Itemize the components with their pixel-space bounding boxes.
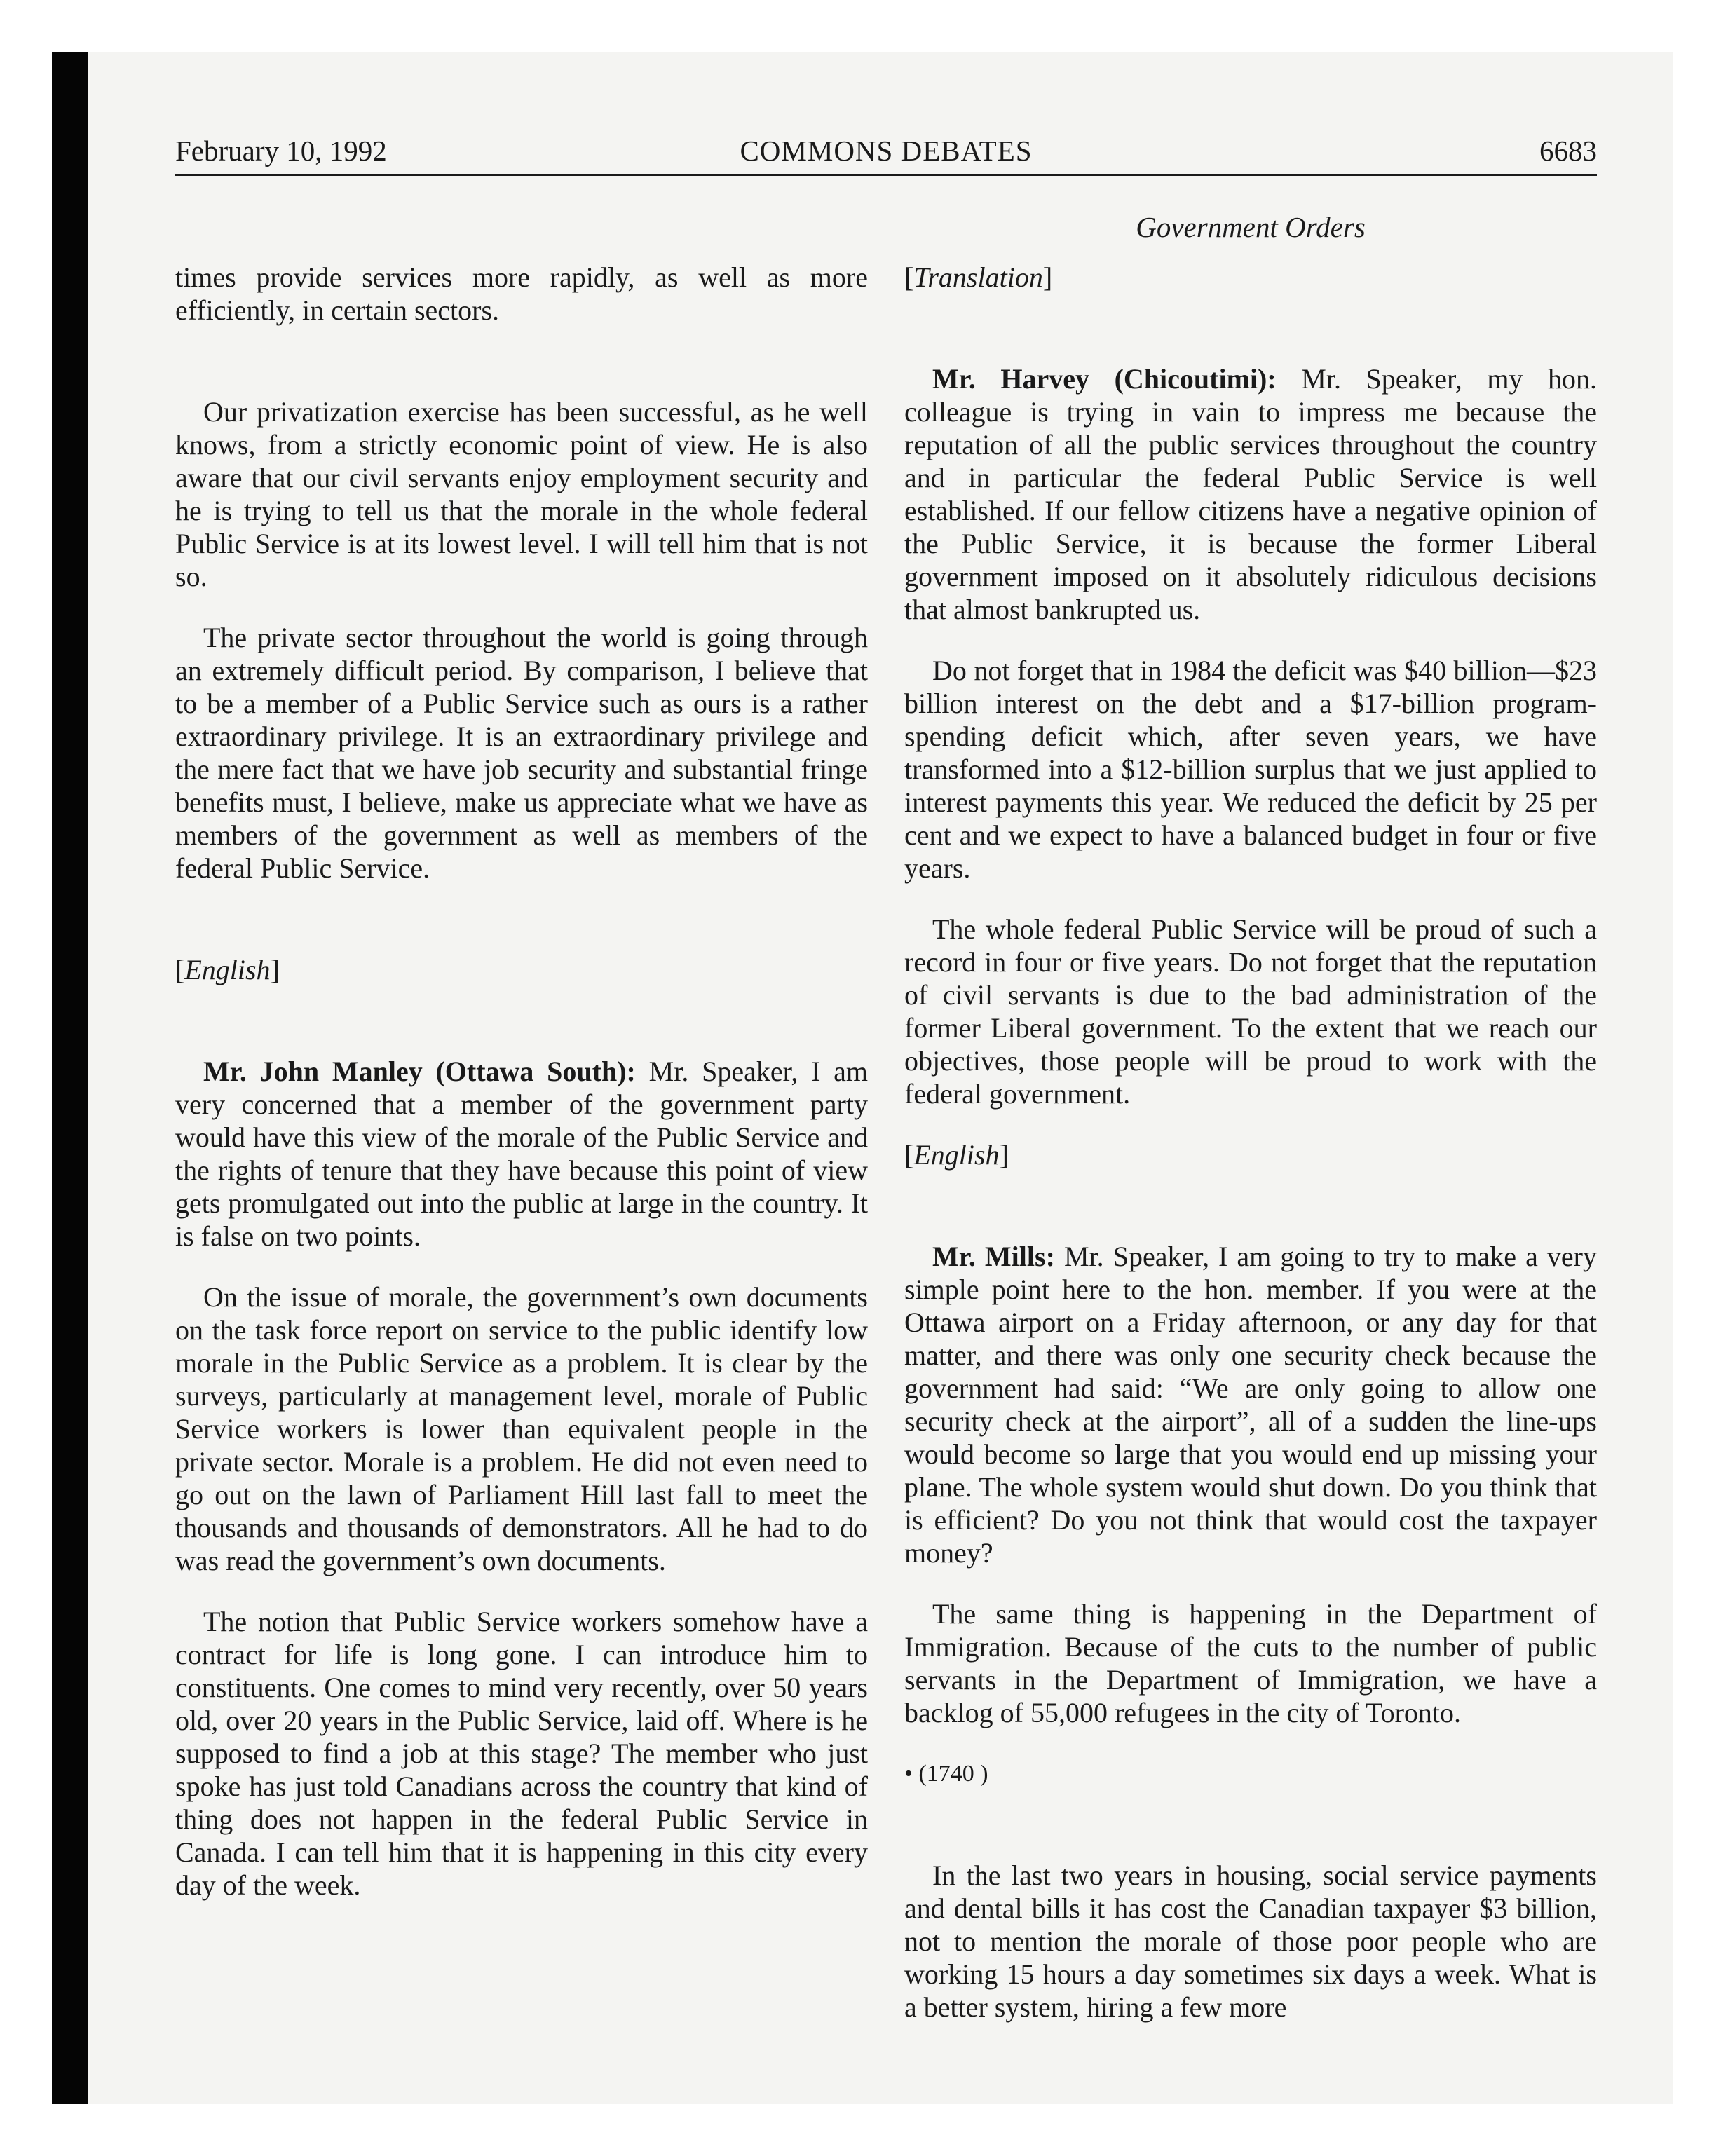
speaker-name: Mr. Mills: — [932, 1241, 1055, 1272]
speech-paragraph — [175, 1055, 868, 1253]
header-page-number: 6683 — [1539, 135, 1597, 167]
left-column — [175, 261, 868, 1930]
time-stamp: • (1740 ) — [904, 1761, 988, 1787]
speech-text: Mr. Speaker, my hon. colleague is trying in vain to impress me because the reputation of all the public services throughout the country and in particular the federal Public Service is well established. If our fellow citizens have a negative opinion of the Public Service, it is because the former Liberal government imposed on it absolutely ridiculous decisions that almost bankrupted us. — [904, 363, 1598, 625]
header-title: COMMONS DEBATES — [740, 135, 1033, 167]
paragraph: The notion that Public Service workers somehow have a contract for life is long gone. I can introduce him to constituents. One comes to mind very recently, over 50 years old, over 20 years in the Public Service, laid off. Where is he supposed to find a job at this stage? The member who just spoke has just told Canadians across the country that kind of thing does not happen in the federal Public Service in Canada. I can tell him that it is happening in this city every day of the week. — [175, 1606, 868, 1901]
paragraph: On the issue of morale, the government’s own documents on the task force report on service to the public identify low morale in the Public Service as a problem. It is clear by the surveys, particularly at management level, morale of Public Service workers is lower than equivalent people in the private sector. Morale is a problem. He did not even need to go out on the lawn of Parliament Hill last fall to meet the thousands and thousands of demonstrators. All he had to do was read the government’s own documents. — [175, 1281, 868, 1576]
language-tag: [English] — [175, 954, 280, 985]
header-date: February 10, 1992 — [175, 135, 387, 167]
speech-text: Mr. Speaker, I am going to try to make a very simple point here to the hon. member. If you were at the Ottawa airport on a Friday afternoon, or any day for that matter, and there was only one security check because the government had said: “We are only going to allow one security check at the airport”, all of a sudden the line-ups would become so large that you would end up missing your plane. The whole system would shut down. Do you think that is efficient? Do you not think that would cost the taxpayer money? — [904, 1241, 1597, 1569]
right-column — [904, 261, 1597, 2052]
binding-shadow — [52, 52, 88, 2104]
section-title: Government Orders — [1136, 211, 1366, 243]
speaker-name: Mr. John Manley (Ottawa South): — [203, 1056, 636, 1087]
running-header — [175, 132, 1597, 176]
language-tag-text: Translation — [913, 261, 1043, 293]
paragraph: Our privatization exercise has been successful, as he well knows, from a strictly economic point of view. He is also aware that our civil servants enjoy employment security and he is trying to tell us that the morale in the whole federal Public Service is at its lowest level. I will tell him that is not so. — [175, 396, 868, 592]
language-tag: [Translation] — [904, 261, 1053, 293]
paragraph: The private sector throughout the world is going through an extremely difficult period. By comparison, I believe that to be a member of a Public Service such as ours is a rather extraordinary privilege. It is an extraordinary privilege and the mere fact that we have job security and substantial fringe benefits must, I believe, make us appreciate what we have as members of the government as well as members of the federal Public Service. — [175, 622, 868, 884]
speech-paragraph — [904, 362, 1597, 626]
language-tag-text: English — [184, 954, 271, 985]
paragraph: The same thing is happening in the Department of Immigration. Because of the cuts to the number of public servants in the Department of Immigration, we have a backlog of 55,000 refugees in the city of Toronto. — [904, 1598, 1597, 1728]
speech-paragraph — [904, 1240, 1597, 1569]
language-tag-text: English — [913, 1139, 1000, 1171]
speaker-name: Mr. Harvey (Chicoutimi): — [932, 363, 1277, 395]
paragraph: In the last two years in housing, social service payments and dental bills it has cost the Canadian taxpayer $3 billion, not to mention the morale of those poor people who are working 15 hours a day sometimes six days a week. What is a better system, hiring a few more — [904, 1860, 1597, 2023]
paragraph: Do not forget that in 1984 the deficit was $40 billion—$23 billion interest on the debt and a $17-billion program-spending deficit which, after seven years, we have transformed into a $12-billion surplus that we just applied to interest payments this year. We reduced the deficit by 25 per cent and we expect to have a balanced budget in four or five years. — [904, 655, 1597, 884]
speech-text: Mr. Speaker, I am very concerned that a member of the government party would have this view of the morale of the Public Service and the rights of tenure that they have because this point of view gets promulgated out into the public at large in the country. It is false on two points. — [175, 1056, 869, 1252]
paragraph: times provide services more rapidly, as well as more efficiently, in certain sectors. — [175, 261, 868, 326]
paragraph: The whole federal Public Service will be proud of such a record in four or five years. Do not forget that the reputation of civil servants is due to the bad administration of the former Liberal government. To the extent that we reach our objectives, those people will be proud to work with the federal government. — [904, 913, 1597, 1110]
language-tag: [English] — [904, 1139, 1009, 1171]
